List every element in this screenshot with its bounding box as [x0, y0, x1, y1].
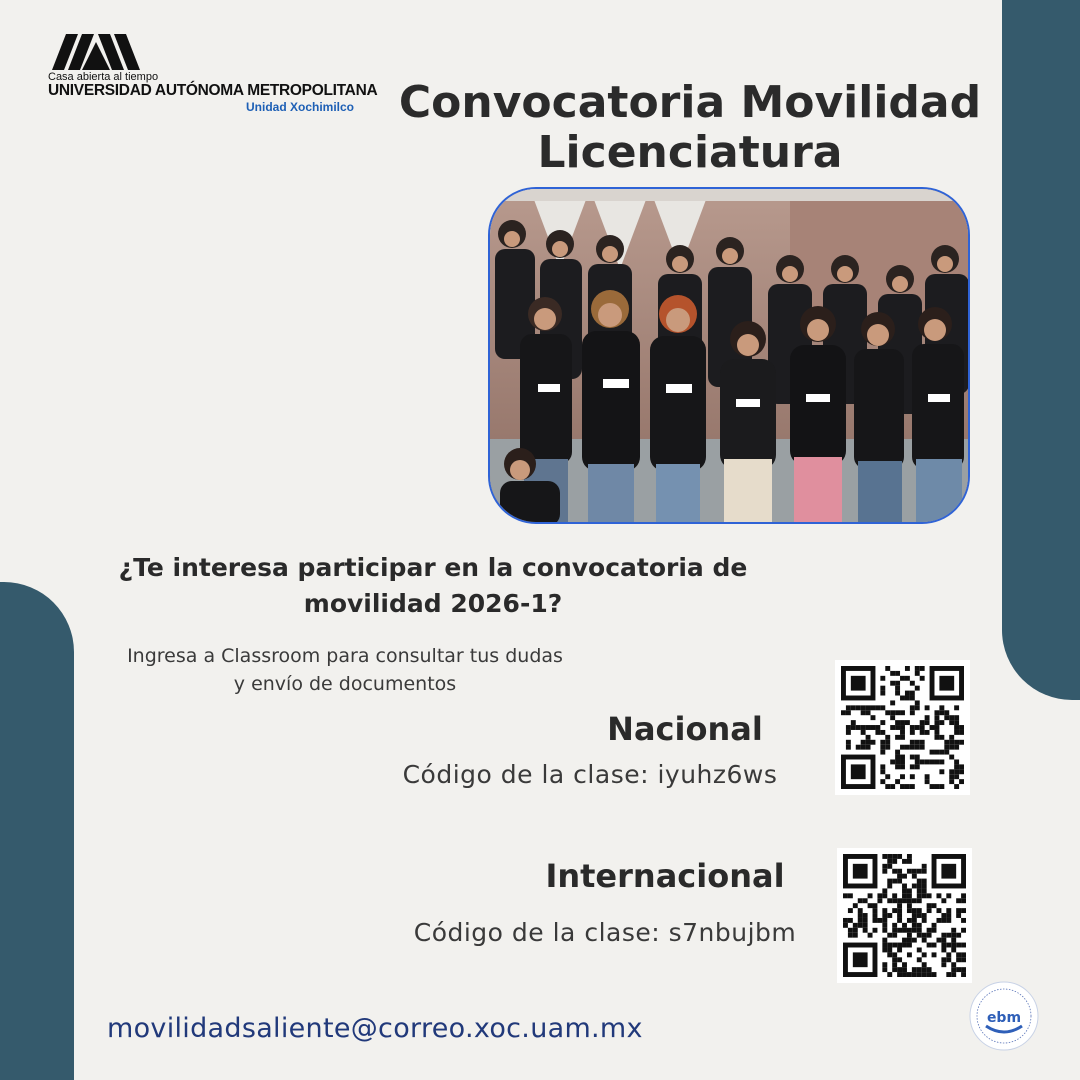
- qr-code-nacional[interactable]: [835, 660, 970, 795]
- question-heading: [78, 550, 788, 622]
- question-line-1: ¿Te interesa participar en la convocatoria de: [118, 553, 748, 582]
- decorative-panel-right: [1002, 0, 1080, 700]
- ebm-badge-text: ebm: [986, 1010, 1022, 1026]
- group-photo: [488, 187, 970, 524]
- logo-tagline: Casa abierta al tiempo: [48, 71, 159, 83]
- instructions-line-1: Ingresa a Classroom para consultar tus dudas: [127, 645, 563, 667]
- nacional-label: Nacional: [607, 710, 763, 748]
- page-title: [380, 78, 1000, 178]
- ebm-badge-icon: [968, 980, 1040, 1052]
- qr-code-internacional[interactable]: [837, 848, 972, 983]
- internacional-class-code: Código de la clase: s7nbujbm: [413, 918, 797, 947]
- internacional-label: Internacional: [545, 857, 785, 895]
- qr-code-icon: [841, 666, 964, 789]
- instructions-line-2: y envío de documentos: [233, 673, 457, 695]
- logo-unit-name: Unidad Xochimilco: [245, 100, 354, 114]
- title-line-1: Convocatoria Movilidad: [398, 77, 982, 128]
- question-line-2: movilidad 2026-1?: [303, 589, 563, 618]
- instructions-text: [80, 642, 610, 698]
- group-photo-illustration: [490, 189, 970, 524]
- qr-code-icon: [843, 854, 966, 977]
- decorative-panel-left: [0, 582, 74, 1080]
- title-line-2: Licenciatura: [537, 127, 843, 178]
- contact-email[interactable]: movilidadsaliente@correo.xoc.uam.mx: [107, 1013, 643, 1044]
- logo-university-name: UNIVERSIDAD AUTÓNOMA METROPOLITANA: [48, 82, 378, 99]
- uam-logo-icon: [52, 34, 140, 70]
- university-logo: [48, 34, 378, 114]
- nacional-class-code: Código de la clase: iyuhz6ws: [402, 760, 778, 789]
